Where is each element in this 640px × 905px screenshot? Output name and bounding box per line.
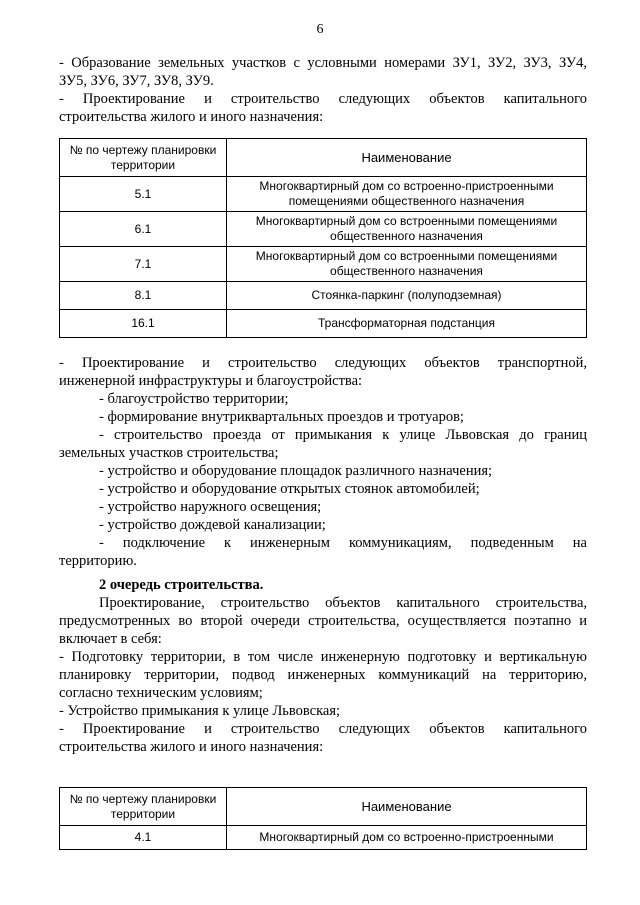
text-line: - Проектирование и строительство следующих объектов капитального bbox=[59, 91, 587, 107]
text-line: строительства жилого и иного назначения: bbox=[59, 109, 324, 125]
list-item: - формирование внутриквартальных проездов и тротуаров; bbox=[99, 409, 464, 425]
infrastructure-list bbox=[59, 354, 587, 570]
cell-number: 7.1 bbox=[60, 247, 227, 282]
list-item: - строительство проезда от примыкания к улице Львовская до границ bbox=[99, 427, 587, 443]
text-line: - Подготовку территории, в том числе инженерную подготовку и вертикальную bbox=[59, 649, 587, 665]
section-heading: 2 очередь строительства. bbox=[99, 577, 264, 593]
list-item: - устройство и оборудование площадок различного назначения; bbox=[99, 463, 493, 479]
cell-name: Многоквартирный дом со встроенно-пристроенными bbox=[227, 826, 587, 850]
table-header-row bbox=[60, 139, 587, 177]
objects-table-queue-2 bbox=[59, 787, 587, 850]
text-line: - Образование земельных участков с условными номерами ЗУ1, ЗУ2, ЗУ3, ЗУ4, bbox=[59, 55, 587, 71]
objects-table-queue-1 bbox=[59, 138, 587, 338]
text-line: территорию. bbox=[59, 553, 137, 569]
cell-number: 8.1 bbox=[60, 282, 227, 310]
list-item: - благоустройство территории; bbox=[99, 391, 289, 407]
header-number: № по чертежу планировки территории bbox=[60, 788, 227, 826]
table-header-row bbox=[60, 788, 587, 826]
page-number: 6 bbox=[316, 22, 324, 37]
cell-name: Трансформаторная подстанция bbox=[227, 310, 587, 338]
cell-name: Стоянка-паркинг (полуподземная) bbox=[227, 282, 587, 310]
header-name: Наименование bbox=[227, 139, 587, 177]
text-line: предусмотренных во второй очереди строительства, осуществляется поэтапно и bbox=[59, 613, 587, 629]
cell-number: 6.1 bbox=[60, 212, 227, 247]
text-line: планировку территории, подвод инженерных коммуникаций на территорию, bbox=[59, 667, 587, 683]
list-item: - устройство и оборудование открытых стоянок автомобилей; bbox=[99, 481, 480, 497]
text-line: - Проектирование и строительство следующих объектов транспортной, bbox=[59, 355, 587, 371]
list-item: - подключение к инженерным коммуникациям, подведенным на bbox=[99, 535, 587, 551]
table-row bbox=[60, 826, 587, 850]
cell-name: Многоквартирный дом со встроенно-пристроенными помещениями общественного назначения bbox=[227, 177, 587, 212]
cell-number: 5.1 bbox=[60, 177, 227, 212]
list-item: - устройство дождевой канализации; bbox=[99, 517, 326, 533]
text-line: инженерной инфраструктуры и благоустройства: bbox=[59, 373, 363, 389]
text-line: - Проектирование и строительство следующих объектов капитального bbox=[59, 721, 587, 737]
intro-paragraphs bbox=[59, 54, 587, 126]
table-row bbox=[60, 247, 587, 282]
table-row bbox=[60, 177, 587, 212]
text-line: согласно техническим условиям; bbox=[59, 685, 263, 701]
header-number: № по чертежу планировки территории bbox=[60, 139, 227, 177]
text-line: Проектирование, строительство объектов капитального строительства, bbox=[99, 595, 587, 611]
cell-number: 16.1 bbox=[60, 310, 227, 338]
queue-2-section bbox=[59, 576, 587, 756]
cell-number: 4.1 bbox=[60, 826, 227, 850]
table-row bbox=[60, 310, 587, 338]
text-line: ЗУ5, ЗУ6, ЗУ7, ЗУ8, ЗУ9. bbox=[59, 73, 214, 89]
text-line: строительства жилого и иного назначения: bbox=[59, 739, 324, 755]
text-line: включает в себя: bbox=[59, 631, 162, 647]
text-line: земельных участков строительства; bbox=[59, 445, 279, 461]
cell-name: Многоквартирный дом со встроенными помещениями общественного назначения bbox=[227, 247, 587, 282]
table-row bbox=[60, 282, 587, 310]
list-item: - устройство наружного освещения; bbox=[99, 499, 322, 515]
cell-name: Многоквартирный дом со встроенными помещениями общественного назначения bbox=[227, 212, 587, 247]
table-row bbox=[60, 212, 587, 247]
text-line: - Устройство примыкания к улице Львовская; bbox=[59, 703, 341, 719]
header-name: Наименование bbox=[227, 788, 587, 826]
